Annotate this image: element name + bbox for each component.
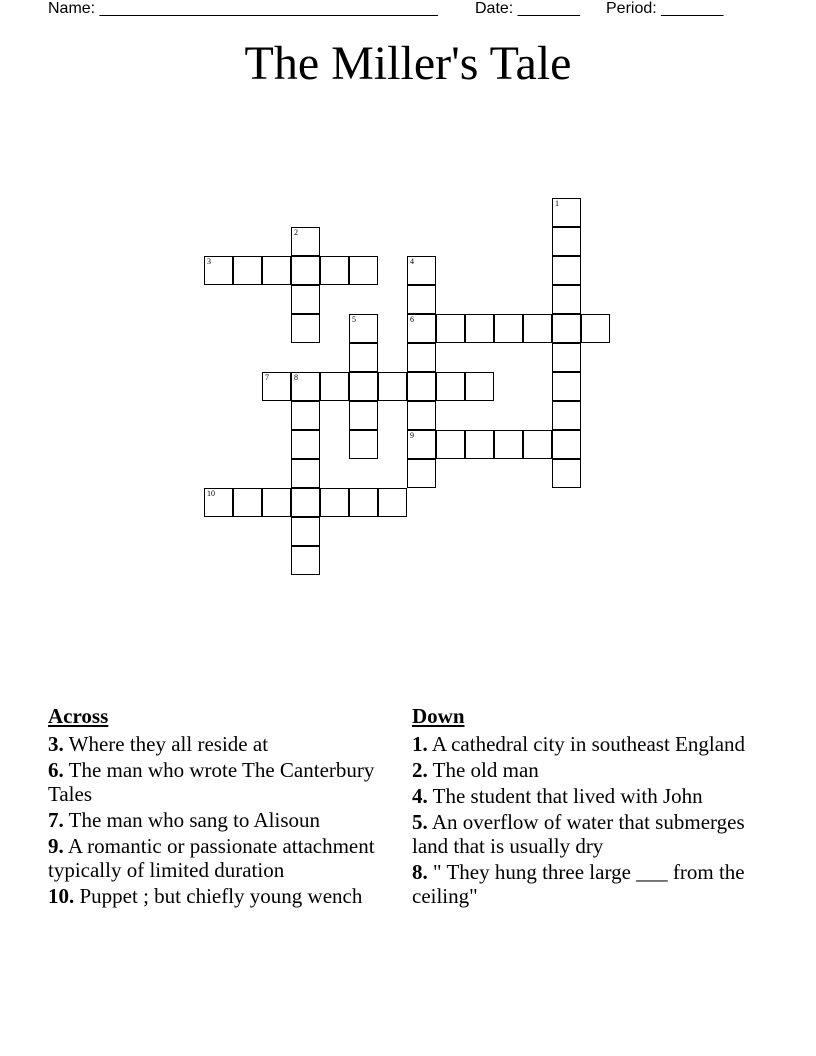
- clue-number: 3: [207, 257, 211, 266]
- clue-across-6: 6. The man who wrote The Canterbury Tales: [48, 758, 375, 806]
- clue-number: 10: [207, 489, 215, 498]
- crossword-cell[interactable]: [407, 372, 436, 401]
- clue-down-8: 8. " They hung three large ___ from the ceiling": [412, 860, 745, 908]
- crossword-cell[interactable]: [552, 285, 581, 314]
- across-clues: [48, 703, 378, 910]
- crossword-cell[interactable]: [465, 372, 494, 401]
- crossword-cell[interactable]: [291, 372, 320, 401]
- crossword-cell[interactable]: [349, 314, 378, 343]
- name-field-label: Name: ______________________________________: [48, 0, 438, 17]
- clue-number: 1: [555, 199, 559, 208]
- crossword-cell[interactable]: [204, 256, 233, 285]
- crossword-cell[interactable]: [407, 343, 436, 372]
- date-field-label: Date: _______: [475, 0, 580, 17]
- clue-number: 8: [294, 373, 298, 382]
- clue-down-4: 4. The student that lived with John: [412, 784, 703, 808]
- crossword-cell[interactable]: [378, 488, 407, 517]
- crossword-cell[interactable]: [320, 372, 349, 401]
- crossword-cell[interactable]: [407, 401, 436, 430]
- crossword-cell[interactable]: [291, 314, 320, 343]
- clue-number: 9: [410, 431, 414, 440]
- crossword-cell[interactable]: [523, 314, 552, 343]
- crossword-cell[interactable]: [378, 372, 407, 401]
- crossword-cell[interactable]: [552, 372, 581, 401]
- crossword-cell[interactable]: [291, 517, 320, 546]
- crossword-cell[interactable]: [465, 314, 494, 343]
- crossword-cell[interactable]: [523, 430, 552, 459]
- crossword-cell[interactable]: [552, 459, 581, 488]
- crossword-cell[interactable]: [581, 314, 610, 343]
- clue-down-2: 2. The old man: [412, 758, 539, 782]
- clue-down-1: 1. A cathedral city in southeast England: [412, 732, 746, 756]
- crossword-cell[interactable]: [407, 314, 436, 343]
- clue-across-3: 3. Where they all reside at: [48, 732, 269, 756]
- crossword-cell[interactable]: [233, 256, 262, 285]
- crossword-cell[interactable]: [407, 430, 436, 459]
- crossword-cell[interactable]: [552, 256, 581, 285]
- crossword-cell[interactable]: [291, 227, 320, 256]
- crossword-cell[interactable]: [349, 401, 378, 430]
- crossword-cell[interactable]: [291, 256, 320, 285]
- clue-number: 6: [410, 315, 414, 324]
- crossword-cell[interactable]: [436, 314, 465, 343]
- crossword-cell[interactable]: [291, 488, 320, 517]
- crossword-cell[interactable]: [349, 256, 378, 285]
- crossword-cell[interactable]: [552, 430, 581, 459]
- period-field-label: Period: _______: [606, 0, 724, 17]
- crossword-cell[interactable]: [407, 256, 436, 285]
- crossword-cell[interactable]: [552, 343, 581, 372]
- clue-across-10: 10. Puppet ; but chiefly young wench: [48, 884, 363, 908]
- crossword-cell[interactable]: [552, 198, 581, 227]
- crossword-cell[interactable]: [436, 372, 465, 401]
- clue-number: 5: [352, 315, 356, 324]
- crossword-cell[interactable]: [494, 314, 523, 343]
- crossword-cell[interactable]: [407, 459, 436, 488]
- crossword-cell[interactable]: [291, 285, 320, 314]
- crossword-cell[interactable]: [291, 459, 320, 488]
- crossword-cell[interactable]: [204, 488, 233, 517]
- clue-down-5: 5. An overflow of water that submerges land that is usually dry: [412, 810, 745, 858]
- across-heading: Across: [48, 704, 109, 728]
- crossword-cell[interactable]: [552, 401, 581, 430]
- crossword-cell[interactable]: [291, 546, 320, 575]
- crossword-cell[interactable]: [262, 488, 291, 517]
- clue-across-9: 9. A romantic or passionate attachment typically of limited duration: [48, 834, 375, 882]
- crossword-cell[interactable]: [494, 430, 523, 459]
- crossword-cell[interactable]: [291, 401, 320, 430]
- page-title: The Miller's Tale: [244, 37, 572, 90]
- clue-across-7: 7. The man who sang to Alisoun: [48, 808, 321, 832]
- crossword-cell[interactable]: [320, 256, 349, 285]
- crossword-cell[interactable]: [349, 488, 378, 517]
- crossword-cell[interactable]: [552, 227, 581, 256]
- down-heading: Down: [412, 704, 465, 728]
- crossword-cell[interactable]: [291, 430, 320, 459]
- crossword-cell[interactable]: [436, 430, 465, 459]
- crossword-cell[interactable]: [407, 285, 436, 314]
- crossword-cell[interactable]: [320, 488, 349, 517]
- crossword-cell[interactable]: [262, 256, 291, 285]
- crossword-cell[interactable]: [552, 314, 581, 343]
- crossword-cell[interactable]: [233, 488, 262, 517]
- clue-number: 7: [265, 373, 269, 382]
- clue-number: 2: [294, 228, 298, 237]
- down-clues: [412, 703, 752, 910]
- crossword-cell[interactable]: [262, 372, 291, 401]
- crossword-cell[interactable]: [465, 430, 494, 459]
- clue-number: 4: [410, 257, 414, 266]
- crossword-cell[interactable]: [349, 343, 378, 372]
- crossword-cell[interactable]: [349, 372, 378, 401]
- crossword-cell[interactable]: [349, 430, 378, 459]
